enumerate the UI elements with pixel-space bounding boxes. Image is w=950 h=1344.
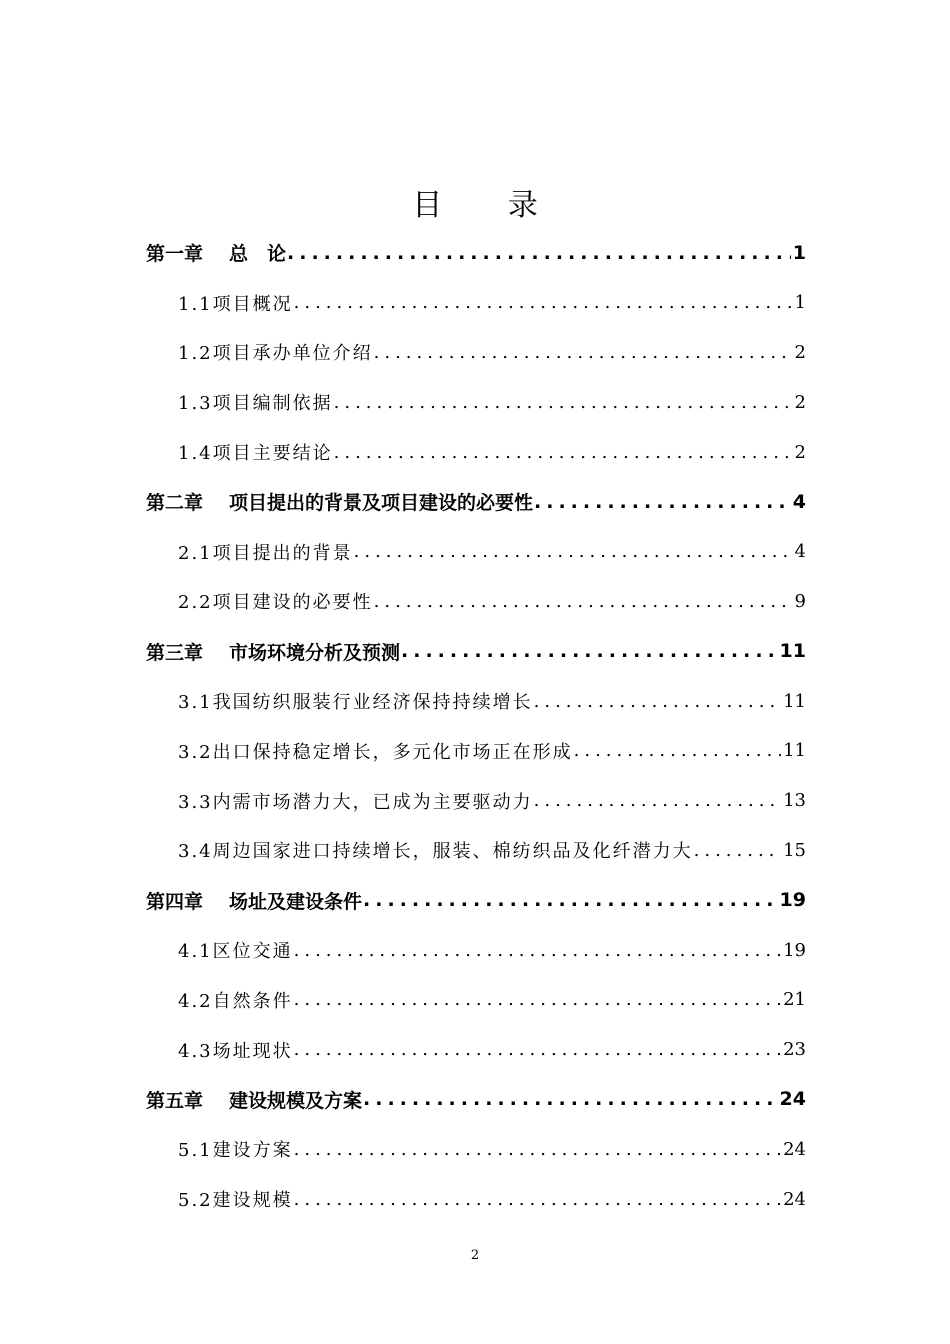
toc-entry-title: 2.2项目建设的必要性 <box>178 592 373 614</box>
toc-entry-title: 5.2建设规模 <box>178 1190 293 1212</box>
dot-leader <box>293 1139 781 1160</box>
chapter-label: 第四章 <box>146 890 204 913</box>
table-of-contents <box>146 228 806 1224</box>
toc-chapter-entry[interactable] <box>146 477 806 527</box>
toc-entry-title: 4.1区位交通 <box>178 941 293 963</box>
dot-leader <box>293 989 781 1010</box>
toc-entry-title: 总 论 <box>229 243 287 266</box>
toc-section-entry[interactable] <box>146 676 806 726</box>
toc-entry-title: 4.2自然条件 <box>178 990 293 1012</box>
toc-page-number: 19 <box>779 889 806 912</box>
toc-page-number: 15 <box>783 839 806 861</box>
toc-page-number: 2 <box>794 441 806 463</box>
dot-leader <box>333 442 793 463</box>
toc-section-entry[interactable] <box>146 427 806 477</box>
toc-section-entry[interactable] <box>146 527 806 577</box>
toc-section-entry[interactable] <box>146 726 806 776</box>
dot-leader <box>286 242 791 264</box>
toc-page-number: 11 <box>783 740 806 762</box>
dot-leader <box>573 740 781 761</box>
toc-section-entry[interactable] <box>146 776 806 826</box>
chapter-label: 第三章 <box>146 641 204 664</box>
dot-leader <box>353 541 793 562</box>
toc-entry-title: 3.4周边国家进口持续增长，服装、棉纺织品及化纤潜力大 <box>178 841 693 863</box>
toc-chapter-entry[interactable] <box>146 626 806 676</box>
toc-section-entry[interactable] <box>146 1174 806 1224</box>
toc-entry-title: 3.2出口保持稳定增长，多元化市场正在形成 <box>178 741 573 763</box>
dot-leader <box>293 1189 781 1210</box>
chapter-label: 第一章 <box>146 243 204 266</box>
toc-page-number: 2 <box>794 391 806 413</box>
toc-page-number: 13 <box>783 790 806 812</box>
toc-page-number: 19 <box>783 939 806 961</box>
toc-section-entry[interactable] <box>146 377 806 427</box>
dot-leader <box>362 889 778 911</box>
dot-leader <box>533 491 791 513</box>
toc-section-entry[interactable] <box>146 1124 806 1174</box>
chapter-label: 第五章 <box>146 1089 204 1112</box>
toc-section-entry[interactable] <box>146 278 806 328</box>
toc-entry-title: 2.1项目提出的背景 <box>178 542 353 564</box>
toc-entry-title: 1.2项目承办单位介绍 <box>178 343 373 365</box>
toc-section-entry[interactable] <box>146 975 806 1025</box>
dot-leader <box>293 940 781 961</box>
toc-entry-title: 建设规模及方案 <box>229 1089 363 1112</box>
toc-entry-title: 3.3内需市场潜力大，已成为主要驱动力 <box>178 791 533 813</box>
toc-page-number: 11 <box>783 690 806 712</box>
dot-leader <box>293 1039 781 1060</box>
toc-chapter-entry[interactable] <box>146 1075 806 1125</box>
dot-leader <box>533 790 781 811</box>
chapter-label: 第二章 <box>146 492 204 515</box>
toc-page-number: 21 <box>783 989 806 1011</box>
toc-page-number: 1 <box>794 292 806 314</box>
page-title: 目 录 <box>412 188 566 223</box>
toc-page-number: 24 <box>783 1138 806 1160</box>
dot-leader <box>333 392 793 413</box>
page-number: 2 <box>470 1248 480 1263</box>
toc-page-number: 24 <box>779 1088 806 1111</box>
toc-section-entry[interactable] <box>146 577 806 627</box>
toc-page-number: 23 <box>783 1039 806 1061</box>
toc-chapter-entry[interactable] <box>146 228 806 278</box>
toc-page-number: 11 <box>779 640 806 663</box>
toc-page-number: 2 <box>794 341 806 363</box>
toc-entry-title: 1.3项目编制依据 <box>178 393 333 415</box>
toc-entry-title: 市场环境分析及预测 <box>229 641 401 664</box>
toc-entry-title: 场址及建设条件 <box>229 890 363 913</box>
toc-page-number: 9 <box>794 590 806 612</box>
toc-entry-title: 3.1我国纺织服装行业经济保持持续增长 <box>178 692 533 714</box>
dot-leader <box>693 840 781 861</box>
toc-chapter-entry[interactable] <box>146 875 806 925</box>
dot-leader <box>373 591 793 612</box>
toc-entry-title: 1.1项目概况 <box>178 293 293 315</box>
toc-page-number: 1 <box>792 241 806 264</box>
toc-entry-title: 4.3场址现状 <box>178 1040 293 1062</box>
dot-leader <box>373 342 793 363</box>
dot-leader <box>533 691 781 712</box>
toc-entry-title: 1.4项目主要结论 <box>178 443 333 465</box>
toc-section-entry[interactable] <box>146 826 806 876</box>
toc-page-number: 24 <box>783 1188 806 1210</box>
toc-section-entry[interactable] <box>146 925 806 975</box>
toc-page-number: 4 <box>792 490 806 513</box>
toc-entry-title: 项目提出的背景及项目建设的必要性 <box>229 492 534 515</box>
toc-page-number: 4 <box>794 541 806 563</box>
toc-section-entry[interactable] <box>146 328 806 378</box>
dot-leader <box>400 640 778 662</box>
dot-leader <box>293 292 793 313</box>
dot-leader <box>362 1088 778 1110</box>
toc-entry-title: 5.1建设方案 <box>178 1140 293 1162</box>
toc-section-entry[interactable] <box>146 1025 806 1075</box>
